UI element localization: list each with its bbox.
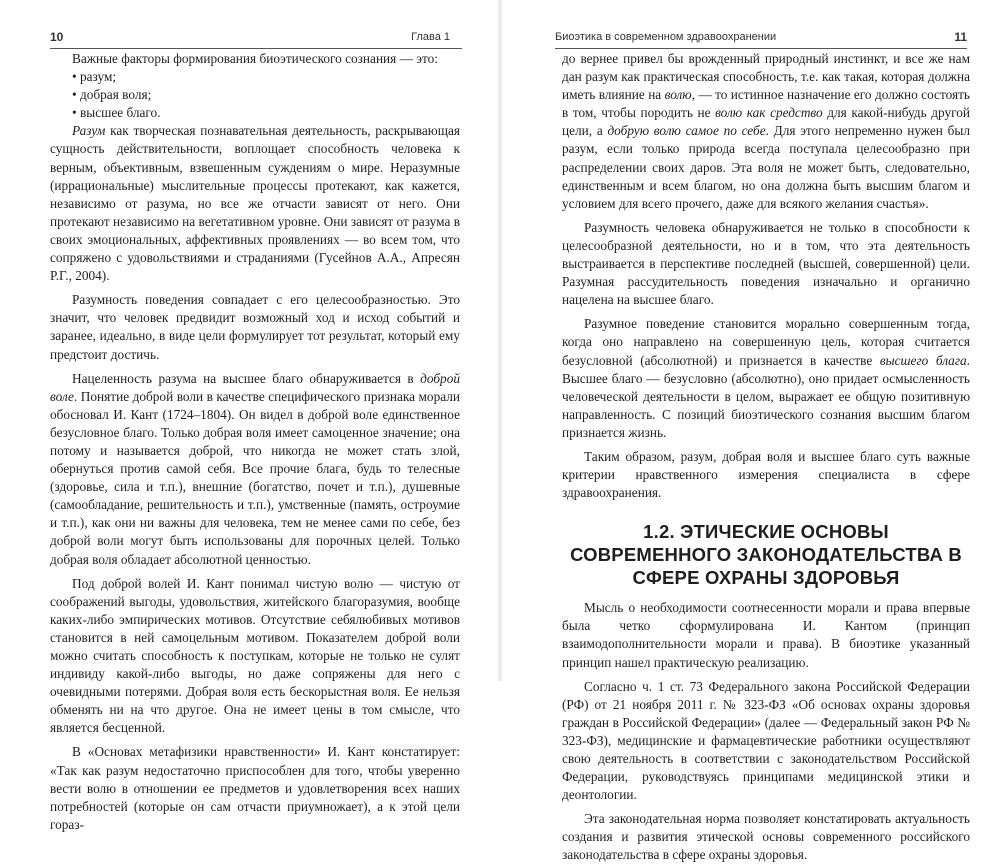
paragraph-reason: Разум как творческая познавательная деятельность, раскрывающая сущность действительности, воплощает способность человека к верным, объективным, взвешенным суждениям о мире. Неразумные (иррациональные) мыслительные процессы протекают, как кажется, независимо от разума, но все же отчасти зависят от него. Они протекают независимо на вегетативном уровне. Они зависят от разума в своих эмоциональных, аффективных проявлениях — во всем том, что сопряжено с удовольствиями и страданиями (Гусейнов А.А., Апресян Р.Г., 2004). [50, 123, 460, 284]
term-reason: Разум [72, 123, 106, 139]
paragraph-moral-behavior: Разумное поведение становится морально совершенным тогда, когда оно направлено на совершенную цель, которая считается безусловной (абсолютной) и признается в качестве высшего блага. Высшее благо — безусловно (абсолютно), оно придает осмысленность человеческой деятельности в целом, выражает ее общую позитивную направленность. С позиций биоэтического сознания высшим благом признается жизнь. [562, 316, 970, 440]
page-number-right: 11 [954, 30, 967, 44]
section-heading: 1.2. ЭТИЧЕСКИЕ ОСНОВЫ СОВРЕМЕННОГО ЗАКОНОДАТЕЛЬСТВА В СФЕРЕ ОХРАНЫ ЗДОРОВЬЯ [570, 521, 962, 589]
left-body-text [50, 50, 460, 834]
running-head-left [50, 30, 462, 46]
list-item: • высшее благо. [72, 104, 460, 122]
page-number-left: 10 [50, 30, 64, 44]
header-rule-left [50, 48, 462, 49]
paragraph-rationality: Разумность поведения совпадает с его целесообразностью. Это значит, что человек предвидит возможный ход и исход событий и заранее, идеально, в виде цели формулирует тот результат, который ему предстоит достичь. [50, 292, 460, 362]
left-page [0, 0, 500, 832]
paragraph-human-reason: Разумность человека обнаруживается не только в способности к целесообразной деятельности, но и в том, что эта деятельность выстраивается в перспективе последней (высшей, совершенной) цели. Разумная рассудительность поведения изначально и органично нацелена на высшее благо. [562, 219, 970, 308]
right-page [500, 0, 1000, 863]
paragraph-kant-quote-start: В «Основах метафизики нравственности» И. Кант констатирует: «Так как разум недостаточно приспособлен для того, чтобы уверенно вести волю в отношении ее предметов и удовлетворения всех наших потребностей (которые он сам отчасти приумножает), а к этой цели гораз- [50, 744, 460, 832]
paragraph-morality-law: Мысль о необходимости соотнесенности морали и права впервые была четко сформулирована И. Кантом (принцип взаимодополнительности морали и права). В биоэтике указанный принцип нашел практическую реализацию. [562, 600, 970, 670]
intro-paragraph: Важные факторы формирования биоэтического сознания — это: [72, 51, 438, 66]
header-rule-right [555, 48, 967, 49]
paragraph-pure-will: Под доброй волей И. Кант понимал чистую волю — чистую от соображений выгоды, удовольствия, житейского благоразумия, вообще каких-либо эмпирических мотивов. Отсутствие себялюбивых мотивов становится в ней самоцельным мотивом. Показателем доброй воли можно считать способность к поступкам, которые не только не сулят индивиду какой-либо выгоды, но даже сопряжены для него с очевидными потерями. Добрая воля есть бескорыстная воля. Ее нельзя обменять ни на что другое. Она не имеет цены в том смысле, что является бесценной. [50, 575, 460, 736]
paragraph-federal-law: Согласно ч. 1 ст. 73 Федерального закона Российской Федерации (РФ) от 21 ноября 2011 г. № 323-ФЗ «Об основах охраны здоровья граждан в Российской Федерации» (далее — Федеральный закон РФ № 323-ФЗ), медицинские и фармацевтические работники осуществляют свою деятельность в соответствии с законодательством Российской Федерации, руководствуясь принципами медицинской этики и деонтологии. [562, 678, 970, 803]
list-item: • разум; [72, 68, 460, 86]
running-title-left: Глава 1 [411, 31, 450, 43]
paragraph-summary: Таким образом, разум, добрая воля и высшее благо суть важные критерии нравственного измерения специалиста в сфере здравоохранения. [562, 448, 970, 501]
paragraph-legislative-norm: Эта законодательная норма позволяет констатировать актуальность создания и развития этической основы современного российского законодательства в сфере охраны здоровья. [562, 811, 970, 863]
running-title-right: Биоэтика в современном здравоохранении [555, 31, 777, 43]
list-item: • добрая воля; [72, 86, 460, 104]
right-body-text [562, 50, 970, 865]
factors-list [50, 68, 460, 122]
paragraph-kant-quote-end: до вернее привел бы врожденный природный инстинкт, и все же нам дан разум как практическая способность, т.е. как такая, которая должна иметь влияние на волю, — то истинное назначение его должно состоять в том, чтобы породить не волю как средство для какой-нибудь другой цели, а добрую волю самое по себе. Для этого непременно нужен был разум, если только природа всегда поступала целесообразно при распределении своих даров. Эта воля не может быть, следовательно, единственным и всем благом, но она должна быть высшим благом и условием для всего прочего, даже для всякого желания счастья». [562, 51, 970, 211]
paragraph-good-will: Нацеленность разума на высшее благо обнаруживается в доброй воле. Понятие доброй воли в качестве специфического признака морали обосновал И. Кант (1724–1804). Он видел в доброй воле единственное безусловное благо. Только добрая воля имеет самоценное значение; она потому и называется доброй, что никогда не может стать злой, обернуться против самой себя. Все прочие блага, будь то телесные (здоровье, сила и т.п.), внешние (богатство, почет и т.п.), душевные (самообладание, решительность и т.п.), умственные (память, остроумие и т.п.), как они ни важны для человека, тем не менее сами по себе, без доброй воли могут быть использованы для порочных целей. Только добрая воля обладает абсолютной ценностью. [50, 370, 460, 567]
running-head-right [555, 30, 967, 46]
